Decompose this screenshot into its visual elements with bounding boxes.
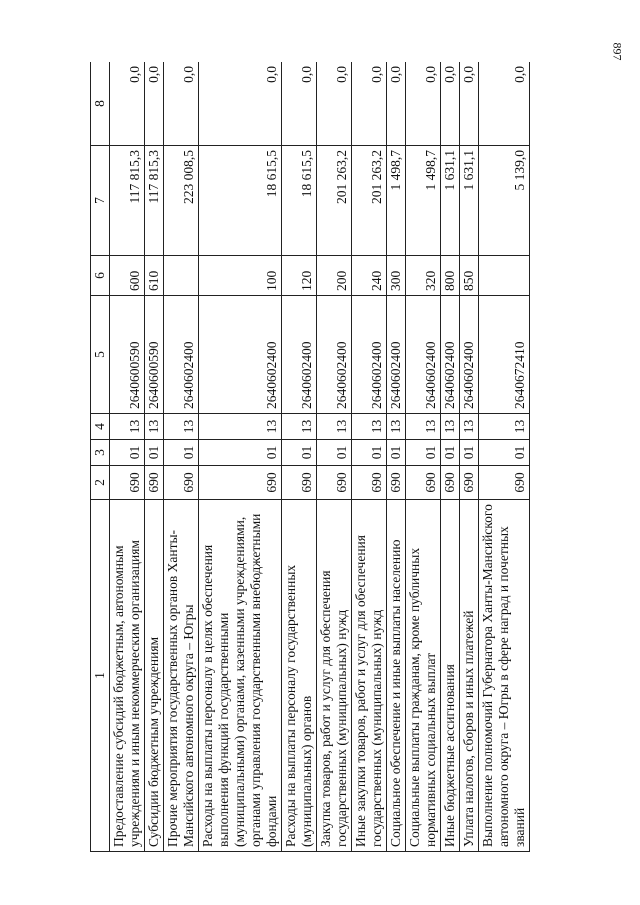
column-header-6: 6 [91,256,110,296]
subsection-cell: 13 [282,414,317,440]
header-row [91,62,110,852]
ministry-code-cell: 690 [352,466,387,500]
target-article-cell: 2640672410 [479,296,530,414]
amount2-cell: 0,0 [479,62,530,146]
ministry-code-cell: 690 [317,466,352,500]
target-article-cell: 2640602400 [441,296,460,414]
expense-type-cell: 120 [282,256,317,296]
name-cell: Субсидии бюджетным учреждениям [145,500,164,852]
amount-cell: 1 498,7 [406,146,441,256]
expense-type-cell: 800 [441,256,460,296]
amount-cell: 5 139,0 [479,146,530,256]
budget-table [90,62,530,852]
table-row [282,62,317,852]
amount-cell: 201 263,2 [317,146,352,256]
section-cell: 01 [145,440,164,466]
name-cell: Выполнение полномочий Губернатора Ханты-Мансийского автономного округа – Югры в сфере наград и почетных званий [479,500,530,852]
table-row [406,62,441,852]
name-cell: Иные закупки товаров, работ и услуг для обеспечения государственных (муниципальных) нужд [352,500,387,852]
target-article-cell: 2640602400 [282,296,317,414]
section-cell: 01 [352,440,387,466]
name-cell: Прочие мероприятия государственных органов Ханты-Мансийского автономного округа – Югры [164,500,199,852]
section-cell: 01 [282,440,317,466]
column-header-2: 2 [91,466,110,500]
amount-cell: 1 631,1 [441,146,460,256]
table-row [441,62,460,852]
expense-type-cell: 600 [110,256,145,296]
amount-cell: 201 263,2 [352,146,387,256]
table-row [387,62,406,852]
section-cell: 01 [460,440,479,466]
name-cell: Расходы на выплаты персоналу государственных (муниципальных) органов [282,500,317,852]
subsection-cell: 13 [110,414,145,440]
column-header-4: 4 [91,414,110,440]
table-row [110,62,145,852]
subsection-cell: 13 [352,414,387,440]
amount2-cell: 0,0 [282,62,317,146]
target-article-cell: 2640602400 [460,296,479,414]
amount2-cell: 0,0 [441,62,460,146]
rotated-page-content [90,62,570,852]
amount-cell: 117 815,3 [110,146,145,256]
table-row [199,62,282,852]
amount2-cell: 0,0 [199,62,282,146]
ministry-code-cell: 690 [406,466,441,500]
target-article-cell: 2640602400 [406,296,441,414]
column-header-8: 8 [91,62,110,146]
amount2-cell: 0,0 [164,62,199,146]
subsection-cell: 13 [164,414,199,440]
name-cell: Иные бюджетные ассигнования [441,500,460,852]
expense-type-cell: 240 [352,256,387,296]
section-cell: 01 [317,440,352,466]
target-article-cell: 2640600590 [145,296,164,414]
ministry-code-cell: 690 [387,466,406,500]
subsection-cell: 13 [460,414,479,440]
ministry-code-cell: 690 [110,466,145,500]
table-body [110,62,530,852]
column-header-1: 1 [91,500,110,852]
subsection-cell: 13 [441,414,460,440]
expense-type-cell: 850 [460,256,479,296]
expense-type-cell: 100 [199,256,282,296]
amount2-cell: 0,0 [110,62,145,146]
amount-cell: 18 615,5 [199,146,282,256]
section-cell: 01 [110,440,145,466]
ministry-code-cell: 690 [164,466,199,500]
table-row [352,62,387,852]
page-number: 897 [610,42,625,61]
target-article-cell: 2640602400 [387,296,406,414]
target-article-cell: 2640602400 [164,296,199,414]
section-cell: 01 [164,440,199,466]
amount2-cell: 0,0 [387,62,406,146]
target-article-cell: 2640602400 [199,296,282,414]
amount-cell: 18 615,5 [282,146,317,256]
amount2-cell: 0,0 [460,62,479,146]
subsection-cell: 13 [317,414,352,440]
target-article-cell: 2640600590 [110,296,145,414]
expense-type-cell [164,256,199,296]
expense-type-cell: 320 [406,256,441,296]
expense-type-cell: 610 [145,256,164,296]
ministry-code-cell: 690 [145,466,164,500]
expense-type-cell [479,256,530,296]
table-row [164,62,199,852]
table-container [90,62,570,852]
table-row [460,62,479,852]
target-article-cell: 2640602400 [352,296,387,414]
subsection-cell: 13 [387,414,406,440]
expense-type-cell: 300 [387,256,406,296]
section-cell: 01 [406,440,441,466]
subsection-cell: 13 [479,414,530,440]
section-cell: 01 [199,440,282,466]
column-header-5: 5 [91,296,110,414]
ministry-code-cell: 690 [199,466,282,500]
section-cell: 01 [479,440,530,466]
name-cell: Закупка товаров, работ и услуг для обеспечения государственных (муниципальных) нужд [317,500,352,852]
name-cell: Расходы на выплаты персоналу в целях обеспечения выполнения функций государственными (муниципальными) органами, казенными учреждениями, органами управления государственными внебюджетными фондами [199,500,282,852]
amount-cell: 223 008,5 [164,146,199,256]
name-cell: Социальное обеспечение и иные выплаты населению [387,500,406,852]
column-header-3: 3 [91,440,110,466]
table-row [145,62,164,852]
ministry-code-cell: 690 [282,466,317,500]
ministry-code-cell: 690 [460,466,479,500]
ministry-code-cell: 690 [441,466,460,500]
amount2-cell: 0,0 [145,62,164,146]
section-cell: 01 [387,440,406,466]
amount2-cell: 0,0 [317,62,352,146]
amount-cell: 1 498,7 [387,146,406,256]
subsection-cell: 13 [145,414,164,440]
target-article-cell: 2640602400 [317,296,352,414]
name-cell: Уплата налогов, сборов и иных платежей [460,500,479,852]
expense-type-cell: 200 [317,256,352,296]
section-cell: 01 [441,440,460,466]
amount2-cell: 0,0 [406,62,441,146]
amount-cell: 1 631,1 [460,146,479,256]
table-row [317,62,352,852]
name-cell: Социальные выплаты гражданам, кроме публичных нормативных социальных выплат [406,500,441,852]
ministry-code-cell: 690 [479,466,530,500]
column-header-7: 7 [91,146,110,256]
amount2-cell: 0,0 [352,62,387,146]
amount-cell: 117 815,3 [145,146,164,256]
subsection-cell: 13 [406,414,441,440]
subsection-cell: 13 [199,414,282,440]
name-cell: Предоставление субсидий бюджетным, автономным учреждениям и иным некоммерческим организациям [110,500,145,852]
table-row [479,62,530,852]
